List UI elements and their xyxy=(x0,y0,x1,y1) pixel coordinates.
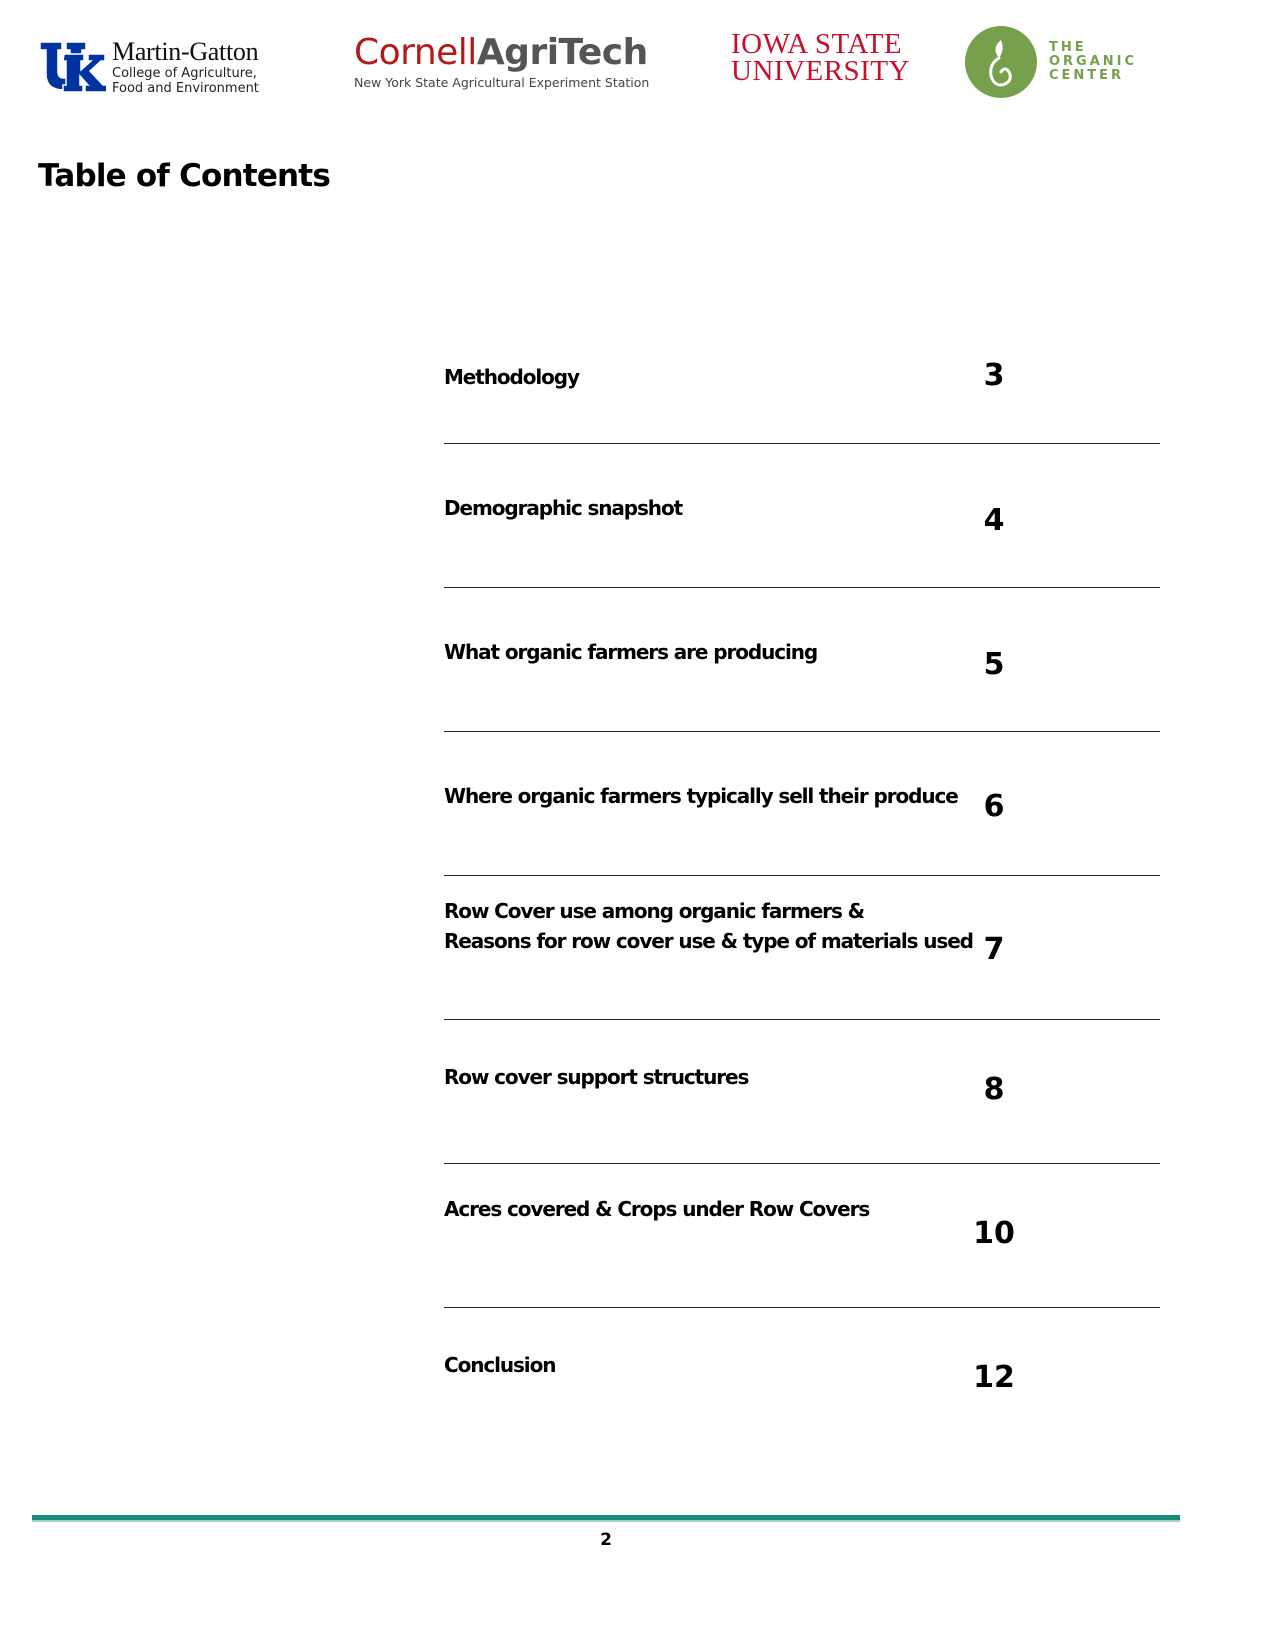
toc-entry-acres-covered[interactable] xyxy=(444,1164,1160,1308)
organic-center-seedling-icon xyxy=(965,26,1037,98)
table-of-contents xyxy=(444,300,1160,1452)
toc-entry-row-cover-use[interactable] xyxy=(444,876,1160,1020)
toc-entry-page: 6 xyxy=(983,789,1005,824)
toc-entry-label: Conclusion xyxy=(444,1353,556,1377)
uk-logo-title: Martin-Gatton xyxy=(112,37,259,66)
toc-entry-label-line2: Reasons for row cover use & type of materials used xyxy=(444,929,973,953)
toc-entry-page: 10 xyxy=(973,1216,1015,1251)
toc-entry-page: 8 xyxy=(983,1072,1005,1107)
toc-entry-label: Row cover support structures xyxy=(444,1065,749,1089)
organic-center-line1: THE xyxy=(1049,40,1087,55)
page-number: 2 xyxy=(600,1530,612,1550)
uk-logo-line1: College of Agriculture, xyxy=(112,66,257,81)
logo-bar xyxy=(0,22,1275,112)
toc-entry-label: Acres covered & Crops under Row Covers xyxy=(444,1197,870,1221)
toc-entry-demographic-snapshot[interactable] xyxy=(444,444,1160,588)
toc-entry-page: 4 xyxy=(983,503,1005,538)
iowa-state-logo xyxy=(731,28,910,87)
toc-entry-page: 5 xyxy=(983,647,1005,682)
uk-logo-icon xyxy=(38,38,106,94)
organic-center-logo xyxy=(965,26,1137,98)
footer-divider-accent xyxy=(32,1520,1180,1522)
cornell-logo-subtitle: New York State Agricultural Experiment Station xyxy=(354,75,650,90)
uk-logo-line2: Food and Environment xyxy=(112,81,259,96)
toc-entry-page: 3 xyxy=(983,358,1005,393)
toc-entry-where-farmers-sell[interactable] xyxy=(444,732,1160,876)
toc-entry-label: Where organic farmers typically sell their produce xyxy=(444,784,958,808)
toc-entry-conclusion[interactable] xyxy=(444,1308,1160,1452)
toc-entry-methodology[interactable] xyxy=(444,300,1160,444)
isu-logo-line2: UNIVERSITY xyxy=(731,55,910,87)
toc-entry-page: 7 xyxy=(983,932,1005,967)
uk-martin-gatton-logo xyxy=(38,38,259,96)
cornell-logo-part1: Cornell xyxy=(354,32,477,73)
toc-entry-label: What organic farmers are producing xyxy=(444,640,818,664)
toc-entry-label: Demographic snapshot xyxy=(444,496,683,520)
page-title: Table of Contents xyxy=(38,158,330,194)
toc-entry-page: 12 xyxy=(973,1360,1015,1395)
organic-center-line3: CENTER xyxy=(1049,68,1125,83)
toc-entry-label-line1: Row Cover use among organic farmers & xyxy=(444,899,864,923)
toc-entry-support-structures[interactable] xyxy=(444,1020,1160,1164)
organic-center-line2: ORGANIC xyxy=(1049,54,1138,69)
toc-entry-what-farmers-produce[interactable] xyxy=(444,588,1160,732)
isu-logo-line1: IOWA STATE xyxy=(731,28,903,60)
toc-entry-label: Methodology xyxy=(444,365,579,389)
cornell-agritech-logo xyxy=(354,32,649,90)
cornell-logo-part2: AgriTech xyxy=(476,32,648,73)
